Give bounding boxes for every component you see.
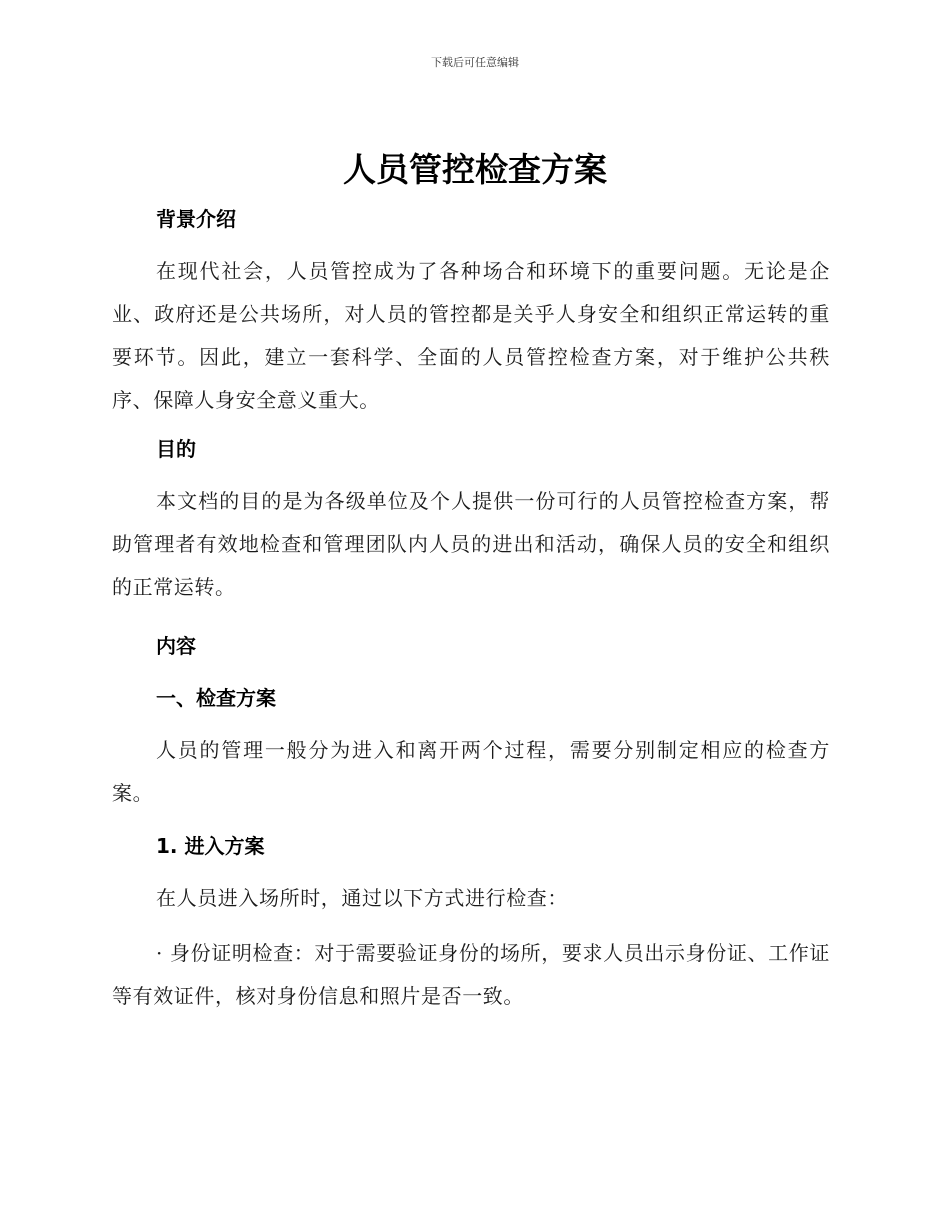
document-title: 人员管控检查方案 bbox=[343, 150, 607, 189]
heading-content: 内容 bbox=[156, 634, 196, 658]
heading-inspection-plan: 一、检查方案 bbox=[156, 686, 276, 710]
bullet-identity-check: · 身份证明检查：对于需要验证身份的场所，要求人员出示身份证、工作证等有效证件，核对身份信息和照片是否一致。 bbox=[112, 941, 830, 1008]
paragraph-entry-intro: 在人员进入场所时，通过以下方式进行检查： bbox=[156, 886, 568, 910]
paragraph-background: 在现代社会，人员管控成为了各种场合和环境下的重要问题。无论是企业、政府还是公共场所，对人员的管控都是关乎人身安全和组织正常运转的重要环节。因此，建立一套科学、全面的人员管控检查方案，对于维护公共秩序、保障人身安全意义重大。 bbox=[112, 259, 830, 412]
page-header-note: 下载后可任意编辑 bbox=[431, 56, 519, 69]
heading-purpose: 目的 bbox=[156, 437, 196, 461]
heading-entry-plan: 1. 进入方案 bbox=[156, 834, 265, 858]
paragraph-purpose: 本文档的目的是为各级单位及个人提供一份可行的人员管控检查方案，帮助管理者有效地检查和管理团队内人员的进出和活动，确保人员的安全和组织的正常运转。 bbox=[112, 489, 830, 599]
document-body bbox=[112, 204, 830, 1018]
paragraph-inspection-plan: 人员的管理一般分为进入和离开两个过程，需要分别制定相应的检查方案。 bbox=[112, 738, 830, 805]
heading-background: 背景介绍 bbox=[156, 207, 236, 231]
